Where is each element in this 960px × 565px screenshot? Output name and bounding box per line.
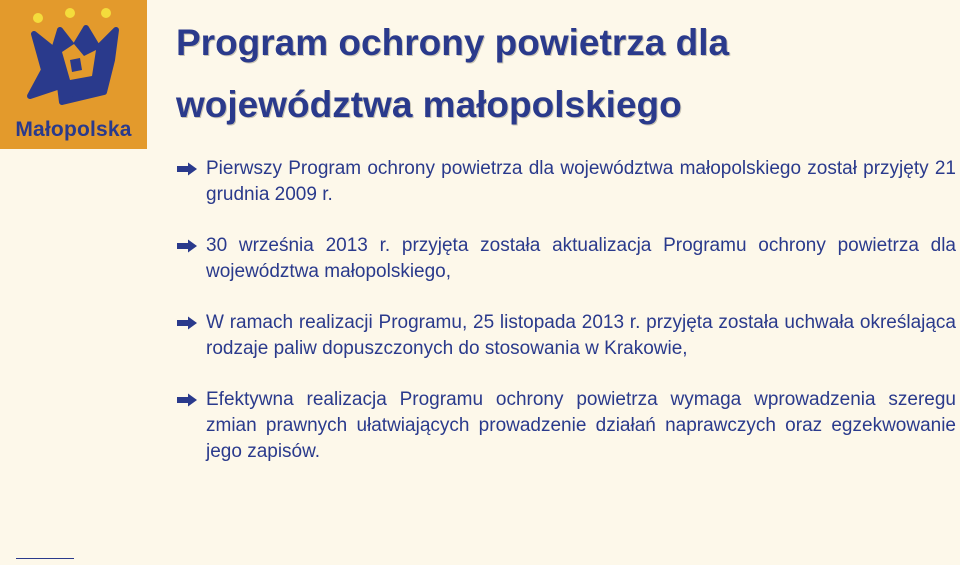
list-item (176, 310, 956, 362)
list-item-text: W ramach realizacji Programu, 25 listopada 2013 r. przyjęta została uchwała określająca rodzaje paliw dopuszczonych do stosowania w Krakowie, (206, 312, 956, 359)
arrow-right-icon (176, 239, 198, 253)
arrow-right-icon (176, 162, 198, 176)
list-item-text: 30 września 2013 r. przyjęta została aktualizacja Programu ochrony powietrza dla województwa małopolskiego, (206, 235, 956, 282)
footer-divider (16, 558, 74, 559)
list-item-text: Pierwszy Program ochrony powietrza dla województwa małopolskiego został przyjęty 21 grudnia 2009 r. (206, 158, 956, 205)
arrow-right-icon (176, 316, 198, 330)
list-item (176, 387, 956, 465)
list-item (176, 233, 956, 285)
malopolska-logo (0, 0, 147, 149)
list-item-text: Efektywna realizacja Programu ochrony powietrza wymaga wprowadzenia szeregu zmian prawnych ułatwiających prowadzenie działań naprawczych oraz egzekwowanie jego zapisów. (206, 389, 956, 462)
page-title: Program ochrony powietrza dla województwa małopolskiego (176, 22, 730, 125)
crown-icon (0, 0, 147, 118)
bullet-list (176, 156, 956, 465)
logo-text: Małopolska (15, 118, 132, 141)
list-item (176, 156, 956, 208)
arrow-right-icon (176, 393, 198, 407)
